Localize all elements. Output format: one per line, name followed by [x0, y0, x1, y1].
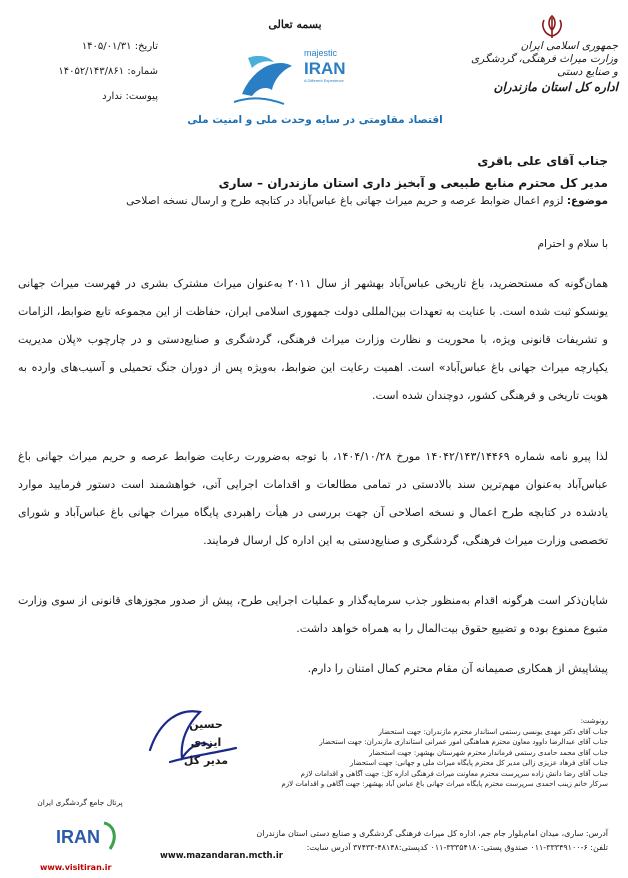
iran-emblem-icon [538, 14, 566, 40]
date-label: تاریخ: [134, 41, 158, 52]
number-label: شماره: [127, 66, 158, 77]
date-value: ۱۴۰۵/۰۱/۳۱ [81, 41, 132, 52]
body-paragraph-2: لذا پیرو نامه شماره ۱۴۰۴۲/۱۴۳/۱۴۴۶۹ مورخ ۱۴۰۴/۱۰/۲۸، با توجه به‌ضرورت رعایت ضوابط عرصه و حریم میراث جهانی باغ عباس‌آباد به‌عنوان مهم‌ترین سند بالادستی در تمامی مطالعات و اقدامات اجرایی آتی، خواهشمند است دستور فرمایید موارد یادشده در کتابچه طرح اعمال و نسخه اصلاحی آن جهت بررسی در هیأت راهبردی پایگاه میراث جهانی باغ عباس‌آباد و شورای تخصصی وزارت میراث فرهنگی، گردشگری و صنایع‌دستی به این اداره کل ارسال فرمایند. [18, 450, 608, 547]
logo-text-majestic: majestic [304, 48, 338, 58]
footer-contact-line: تلفن: ۶-۳۳۳۴۹۱۰۰-۰۱۱ صندوق پستی:۳۳۳۵۴۱۸۰-۰۱۱ کدپستی:۴۸۱۴۸-۳۷۴۳۳ آدرس سایت: [306, 843, 608, 852]
letter-meta [18, 34, 158, 109]
portal-label: پرتال جامع گردشگری ایران [37, 798, 123, 807]
signatory-name: حسین ایزدی [189, 718, 223, 749]
body-paragraph-4: پیشاپیش از همکاری صمیمانه آن مقام محترم کمال امتنان را دارم. [307, 662, 608, 675]
cc-item: جناب آقای محمد حامدی رستمی فرماندار محترم شهرستان بهشهر: جهت استحضار [368, 748, 608, 757]
slogan: اقتصاد مقاومتی در سایه وحدت ملی و امنیت ملی [187, 114, 443, 126]
attachment-value: ندارد [102, 91, 123, 102]
cc-item: جناب آقای فرهاد عزیزی زالی مدیر کل محترم پایگاه میراث ملی و جهانی: جهت استحضار [350, 759, 608, 767]
ministry-line-1: جمهوری اسلامی ایران [520, 40, 618, 52]
cc-item: جناب آقای عبدالرضا داوود معاون محترم هماهنگی امور عمرانی استانداری مازندران: جهت استحضار [319, 738, 608, 746]
majestic-iran-logo [222, 36, 362, 112]
addressee-title: مدیر کل محترم منابع طبیعی و آبخیز داری استان مازندران – ساری [218, 176, 608, 190]
body-paragraph-1: همان‌گونه که مستحضرید، باغ تاریخی عباس‌آباد بهشهر از سال ۲۰۱۱ به‌عنوان میراث مشترک بشری در فهرست میراث جهانی یونسکو ثبت شده است. با عنایت به تعهدات بین‌المللی دولت جمهوری اسلامی ایران، حفاظت از این مجموعه تابع ضوابط، الزامات و تشریفات قانونی ویژه، با محوریت و نظارت وزارت میراث فرهنگی، گردشگری و صنایع‌دستی و در چارچوب «پلان مدیریت یکپارچه میراث جهانی باغ عباس‌آباد» است. اهمیت رعایت این ضوابط، به‌ویژه پس از دوران جنگ تحمیلی و آسیب‌های وارده به هویت تاریخی و فرهنگی کشور، دوچندان شده است. [18, 277, 608, 402]
portal-logo-text: IRAN [56, 827, 100, 847]
signatory-title: مدیر کل [183, 754, 229, 767]
cc-list [188, 716, 608, 790]
visit-iran-link[interactable]: www.visitiran.ir [40, 863, 112, 872]
date-row [18, 34, 158, 59]
attachment-label: پیوست: [125, 91, 158, 102]
ministry-header [468, 40, 618, 94]
logo-text-iran: IRAN [304, 59, 346, 78]
number-row [18, 59, 158, 84]
footer-address-line: آدرس: ساری، میدان امام‌بلوار جام جم، اداره کل میراث فرهنگی گردشگری و صنایع دستی استان مازندران [256, 829, 608, 838]
ministry-office: اداره کل استان مازندران [493, 80, 618, 94]
addressee [18, 150, 608, 194]
cc-item: جناب آقای رضا دانش زاده سرپرست محترم معاونت میراث فرهنگی اداره کل: جهت آگاهی و اقدامات لازم [300, 769, 608, 778]
cc-label: رونوشت: [580, 717, 608, 725]
cc-item: جناب آقای دکتر مهدی یونسی رستمی استاندار محترم مازندران: جهت استحضار [378, 727, 608, 736]
visit-iran-logo [48, 813, 128, 857]
body-paragraph-3: شایان‌ذکر است هرگونه اقدام به‌منظور جذب سرمایه‌گذار و عملیات اجرایی طرح، پیش از صدور مجوزهای قانونی از سوی وزارت متبوع ممنوع بوده و تضییع حقوق بیت‌المال را به همراه خواهد داشت. [18, 594, 608, 635]
website-link[interactable]: www.mazandaran.mcth.ir [160, 851, 283, 861]
ministry-line-2: وزارت میراث فرهنگی، گردشگری و صنایع دستی [471, 53, 618, 78]
logo-tagline: A Different Experience [304, 78, 344, 83]
attachment-row [18, 84, 158, 109]
subject-line [18, 194, 608, 208]
greeting: با سلام و احترام [537, 238, 608, 250]
number-value: ۱۴۰۵۲/۱۴۳/۸۶۱ [58, 66, 125, 77]
addressee-name: جناب آقای علی باقری [477, 154, 608, 168]
basmala: بسمه تعالی [268, 18, 322, 31]
subject-text: لزوم اعمال ضوابط عرصه و حریم میراث جهانی باغ عباس‌آباد در کتابچه طرح و ارسال نسخه اصلاحی [126, 195, 564, 207]
cc-item: سرکار خانم زینب احمدی سرپرست محترم پایگاه میراث جهانی باغ عباس آباد بهشهر: جهت آگاهی و اقدامات لازم [281, 780, 608, 788]
subject-label: موضوع: [566, 195, 608, 207]
